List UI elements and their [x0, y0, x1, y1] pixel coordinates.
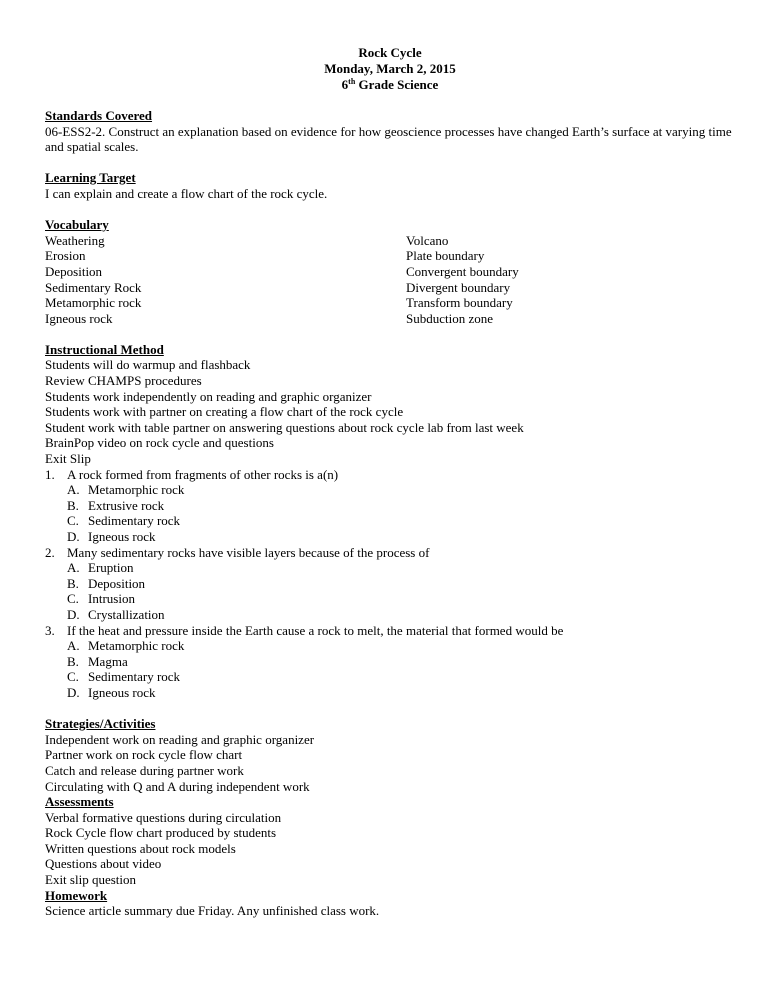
- method-line: Student work with table partner on answering questions about rock cycle lab from last week: [45, 419, 524, 435]
- grade-number: 6: [341, 76, 349, 92]
- assessment-line: Exit slip question: [45, 872, 136, 888]
- grade-subject: Grade Science: [358, 76, 439, 92]
- answer-option: [45, 513, 735, 529]
- exit-slip-question: [45, 545, 735, 623]
- standards-text: 06-ESS2-2. Construct an explanation based on evidence for how geoscience processes have changed Earth’s surface at varying time and spatial scales.: [45, 123, 732, 155]
- standards-section: [45, 108, 735, 155]
- answer-option: [45, 529, 735, 545]
- exit-slip-question: [45, 623, 735, 701]
- option-text: Extrusive rock: [88, 497, 165, 513]
- instructional-method-section: [45, 342, 735, 701]
- vocab-term: Volcano: [406, 232, 449, 248]
- vocab-term: Erosion: [45, 248, 86, 264]
- answer-option: [45, 560, 735, 576]
- assessments-heading: Assessments: [45, 794, 114, 810]
- option-text: Magma: [88, 653, 128, 669]
- answer-option: [45, 654, 735, 670]
- answer-option: [45, 498, 735, 514]
- homework-heading: Homework: [45, 887, 108, 903]
- assessments-section: [45, 794, 735, 888]
- option-text: Igneous rock: [88, 529, 156, 545]
- method-line: Students work independently on reading and graphic organizer: [45, 388, 372, 404]
- homework-text: Science article summary due Friday. Any unfinished class work.: [45, 903, 380, 919]
- strategies-section: [45, 716, 735, 794]
- standards-heading: Standards Covered: [45, 107, 153, 123]
- option-letter: B.: [67, 497, 79, 513]
- option-text: Sedimentary rock: [88, 669, 181, 685]
- vocab-term: Deposition: [45, 263, 103, 279]
- option-letter: D.: [67, 529, 80, 545]
- exit-slip-questions: [45, 467, 735, 701]
- option-letter: C.: [67, 591, 79, 607]
- vocabulary-heading: Vocabulary: [45, 217, 109, 233]
- option-text: Eruption: [88, 560, 134, 576]
- vocab-term: Subduction zone: [406, 310, 494, 326]
- method-line: Exit Slip: [45, 451, 91, 467]
- assessment-line: Rock Cycle flow chart produced by students: [45, 825, 277, 841]
- option-letter: B.: [67, 575, 79, 591]
- vocab-term: Convergent boundary: [406, 263, 519, 279]
- vocabulary-section: [45, 217, 735, 326]
- assessment-line: Verbal formative questions during circulation: [45, 809, 282, 825]
- option-letter: A.: [67, 482, 80, 498]
- grade-line: [45, 77, 735, 93]
- homework-section: [45, 888, 735, 919]
- option-letter: C.: [67, 669, 79, 685]
- option-text: Metamorphic rock: [88, 638, 185, 654]
- strategy-line: Catch and release during partner work: [45, 762, 244, 778]
- strategy-line: Circulating with Q and A during independent work: [45, 778, 310, 794]
- option-text: Intrusion: [88, 591, 135, 607]
- option-text: Crystallization: [88, 606, 165, 622]
- option-letter: C.: [67, 513, 79, 529]
- vocabulary-right-column: [406, 233, 735, 327]
- question-text: If the heat and pressure inside the Earth cause a rock to melt, the material that formed would be: [67, 622, 564, 638]
- vocab-term: Sedimentary Rock: [45, 279, 142, 295]
- answer-option: [45, 685, 735, 701]
- assessment-line: Questions about video: [45, 856, 162, 872]
- question-text: A rock formed from fragments of other rocks is a(n): [67, 466, 339, 482]
- learning-target-section: [45, 170, 735, 201]
- learning-target-heading: Learning Target: [45, 170, 136, 186]
- question-number: 2.: [45, 544, 55, 560]
- vocab-term: Transform boundary: [406, 295, 513, 311]
- vocab-term: Plate boundary: [406, 248, 485, 264]
- method-line: Students work with partner on creating a flow chart of the rock cycle: [45, 404, 404, 420]
- learning-target-text: I can explain and create a flow chart of the rock cycle.: [45, 185, 328, 201]
- document-page: [45, 45, 735, 919]
- exit-slip-question: [45, 467, 735, 545]
- option-letter: D.: [67, 606, 80, 622]
- answer-option: [45, 576, 735, 592]
- document-header: [45, 45, 735, 92]
- strategy-line: Independent work on reading and graphic organizer: [45, 731, 315, 747]
- method-line: BrainPop video on rock cycle and questions: [45, 435, 274, 451]
- assessment-line: Written questions about rock models: [45, 840, 236, 856]
- option-letter: A.: [67, 638, 80, 654]
- option-letter: A.: [67, 560, 80, 576]
- method-line: Students will do warmup and flashback: [45, 357, 251, 373]
- question-text: Many sedimentary rocks have visible layers because of the process of: [67, 544, 430, 560]
- strategy-line: Partner work on rock cycle flow chart: [45, 747, 243, 763]
- question-number: 3.: [45, 622, 55, 638]
- option-letter: D.: [67, 684, 80, 700]
- answer-option: [45, 638, 735, 654]
- vocab-term: Metamorphic rock: [45, 295, 142, 311]
- option-letter: B.: [67, 653, 79, 669]
- option-text: Deposition: [88, 575, 146, 591]
- vocab-term: Igneous rock: [45, 310, 113, 326]
- vocab-term: Divergent boundary: [406, 279, 511, 295]
- answer-option: [45, 607, 735, 623]
- method-line: Review CHAMPS procedures: [45, 373, 202, 389]
- option-text: Igneous rock: [88, 684, 156, 700]
- answer-option: [45, 669, 735, 685]
- answer-option: [45, 482, 735, 498]
- option-text: Sedimentary rock: [88, 513, 181, 529]
- strategies-heading: Strategies/Activities: [45, 716, 156, 732]
- vocab-term: Weathering: [45, 232, 105, 248]
- instructional-method-heading: Instructional Method: [45, 341, 164, 357]
- lesson-date: Monday, March 2, 2015: [324, 60, 456, 76]
- document-title: Rock Cycle: [358, 45, 422, 60]
- grade-suffix: th: [348, 76, 356, 86]
- option-text: Metamorphic rock: [88, 482, 185, 498]
- vocabulary-left-column: [45, 233, 406, 327]
- answer-option: [45, 591, 735, 607]
- question-number: 1.: [45, 466, 55, 482]
